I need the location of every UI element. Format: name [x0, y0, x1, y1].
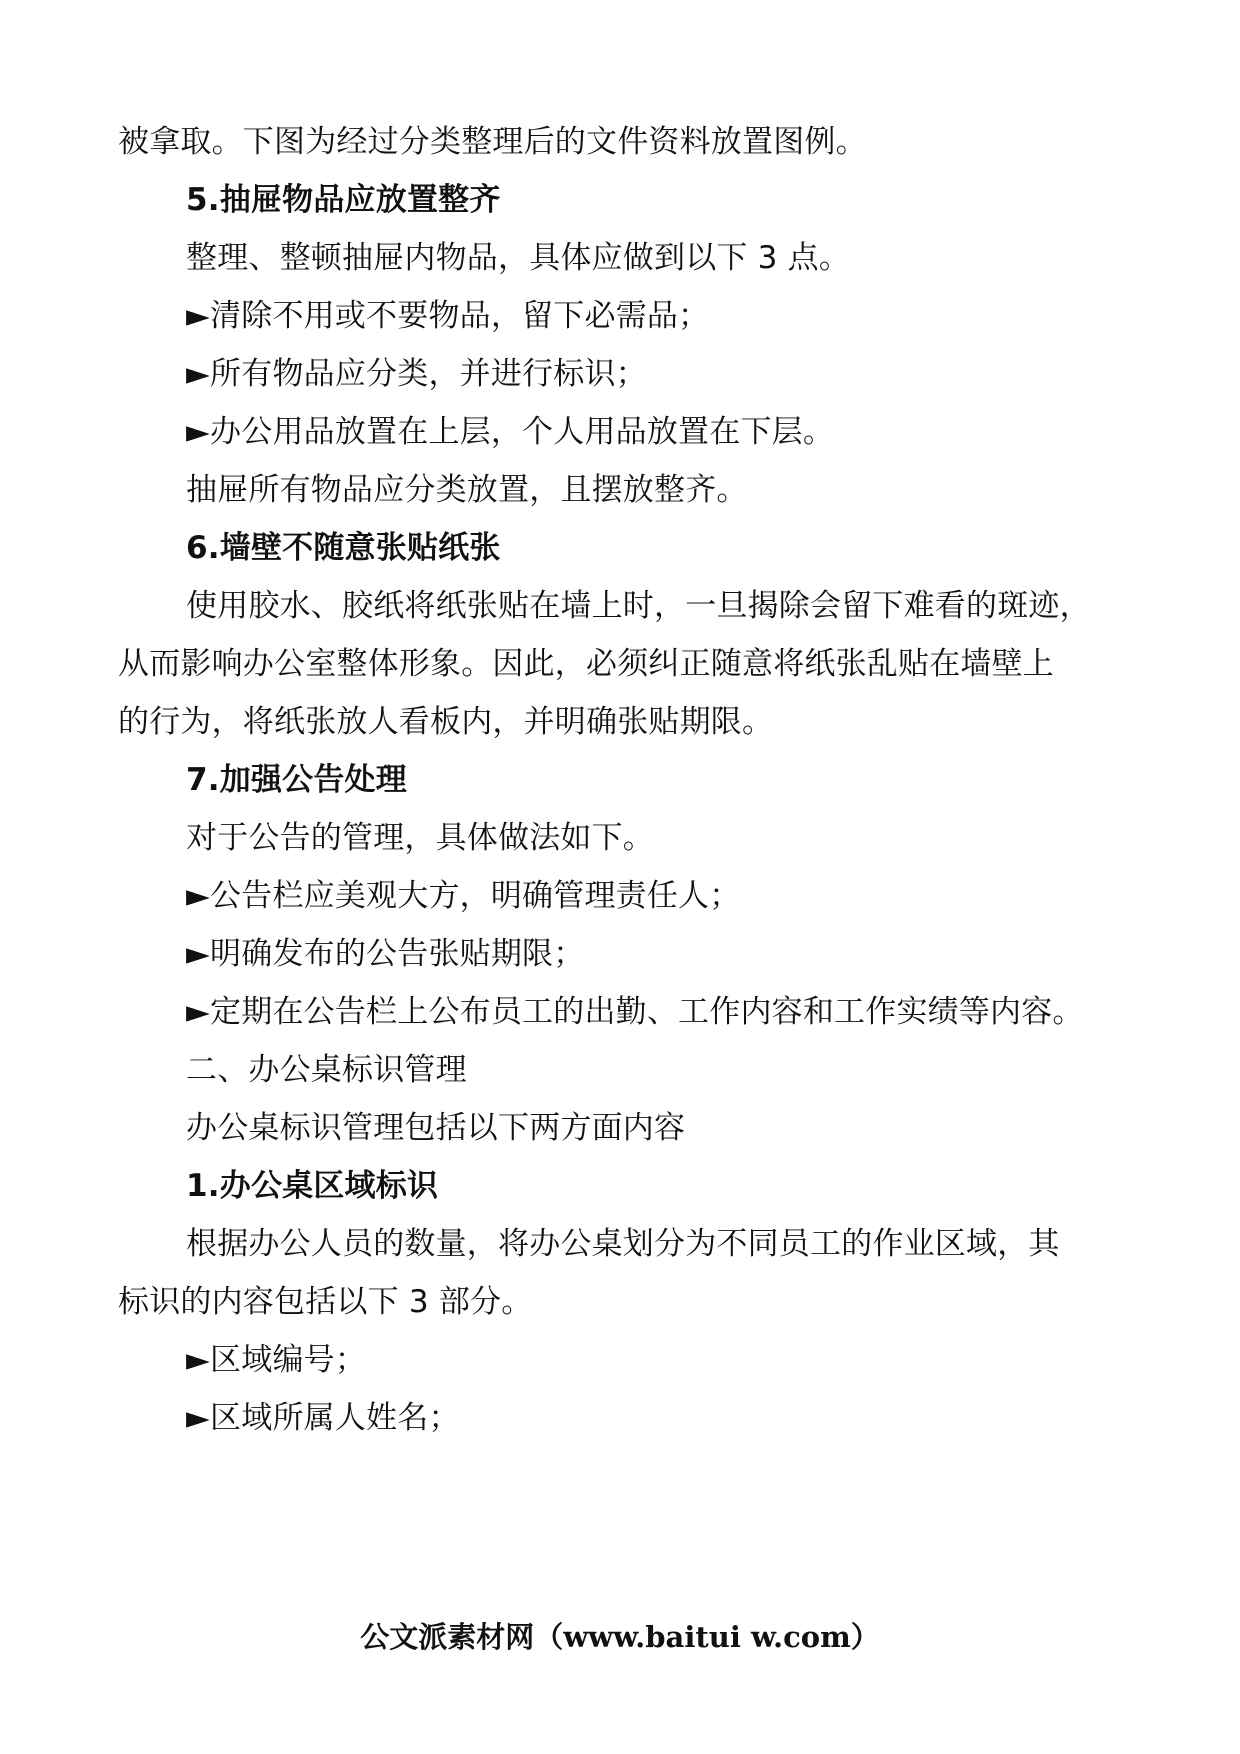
paragraph-line: 整理、整顿抽屉内物品，具体应做到以下 3 点。: [186, 240, 851, 276]
bullet-item: ►定期在公告栏上公布员工的出勤、工作内容和工作实绩等内容。: [186, 994, 1084, 1030]
footer-source: 公文派素材网（www.baitui w.com）: [360, 1620, 880, 1654]
bullet-item: ►区域所属人姓名；: [186, 1400, 460, 1436]
paragraph-line: 标识的内容包括以下 3 部分。: [118, 1284, 533, 1320]
section-heading: 5.抽屉物品应放置整齐: [186, 182, 501, 218]
paragraph-line: 对于公告的管理，具体做法如下。: [186, 820, 654, 856]
paragraph-line: 抽屉所有物品应分类放置，且摆放整齐。: [186, 472, 748, 508]
paragraph-line: 被拿取。下图为经过分类整理后的文件资料放置图例。: [118, 124, 867, 160]
bullet-item: ►区域编号；: [186, 1342, 367, 1378]
bullet-item: ►所有物品应分类，并进行标识；: [186, 356, 647, 392]
paragraph-line: 使用胶水、胶纸将纸张贴在墙上时，一旦揭除会留下难看的斑迹，: [186, 588, 1091, 624]
bullet-item: ►明确发布的公告张贴期限；: [186, 936, 585, 972]
section-heading: 7.加强公告处理: [186, 762, 407, 798]
section-heading: 1.办公桌区域标识: [186, 1168, 439, 1204]
paragraph-line: 根据办公人员的数量，将办公桌划分为不同员工的作业区域，其: [186, 1226, 1060, 1262]
paragraph-line: 二、办公桌标识管理: [186, 1052, 467, 1088]
paragraph-line: 从而影响办公室整体形象。因此，必须纠正随意将纸张乱贴在墙壁上: [118, 646, 1054, 682]
bullet-item: ►公告栏应美观大方，明确管理责任人；: [186, 878, 741, 914]
bullet-item: ►办公用品放置在上层，个人用品放置在下层。: [186, 414, 835, 450]
section-heading: 6.墙壁不随意张贴纸张: [186, 530, 501, 566]
paragraph-line: 的行为，将纸张放人看板内，并明确张贴期限。: [118, 704, 774, 740]
bullet-item: ►清除不用或不要物品，留下必需品；: [186, 298, 710, 334]
paragraph-line: 办公桌标识管理包括以下两方面内容: [186, 1110, 686, 1146]
